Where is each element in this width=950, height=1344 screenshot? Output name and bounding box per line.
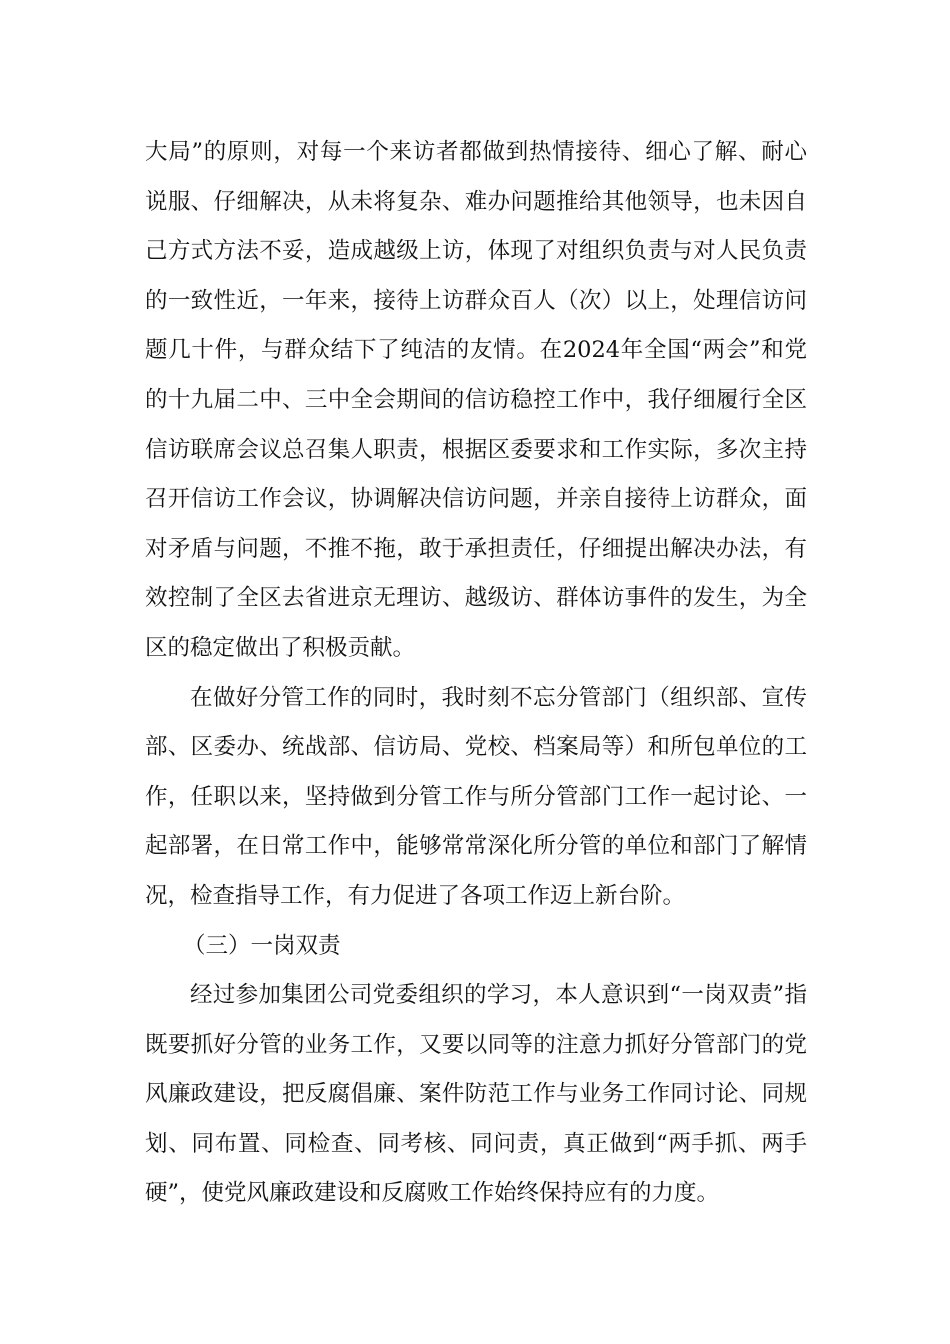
paragraph-petition-work: 大局”的原则，对每一个来访者都做到热情接待、细心了解、耐心说服、仔细解决，从未将复杂、难办问题推给其他领导，也未因自己方式方法不妥，造成越级上访，体现了对组织负责与对人民负责的一致性近，一年来，接待上访群众百人（次）以上，处理信访问题几十件，与群众结下了纯洁的友情。在2024年全国“两会”和党的十九届二中、三中全会期间的信访稳控工作中，我仔细履行全区信访联席会议总召集人职责，根据区委要求和工作实际，多次主持召开信访工作会议，协调解决信访问题，并亲自接待上访群众，面对矛盾与问题，不推不拖，敢于承担责任，仔细提出解决办法，有效控制了全区去省进京无理访、越级访、群体访事件的发生，为全区的稳定做出了积极贡献。 — [145, 139, 807, 661]
section-heading-one-post-two-duties: （三）一岗双责 — [183, 932, 341, 959]
paragraph-one-post-two-duties: 经过参加集团公司党委组织的学习，本人意识到“一岗双责”指既要抓好分管的业务工作，又要以同等的注意力抓好分管部门的党风廉政建设，把反腐倡廉、案件防范工作与业务工作同讨论、同规划、同布置、同检查、同考核、同问责，真正做到“两手抓、两手硬”，使党风廉政建设和反腐败工作始终保持应有的力度。 — [145, 982, 807, 1207]
paragraph-supervised-departments: 在做好分管工作的同时，我时刻不忘分管部门（组织部、宣传部、区委办、统战部、信访局、党校、档案局等）和所包单位的工作，任职以来，坚持做到分管工作与所分管部门工作一起讨论、一起部署，在日常工作中，能够常常深化所分管的单位和部门了解情况，检查指导工作，有力促进了各项工作迈上新台阶。 — [145, 684, 807, 909]
body-text — [145, 128, 807, 1219]
